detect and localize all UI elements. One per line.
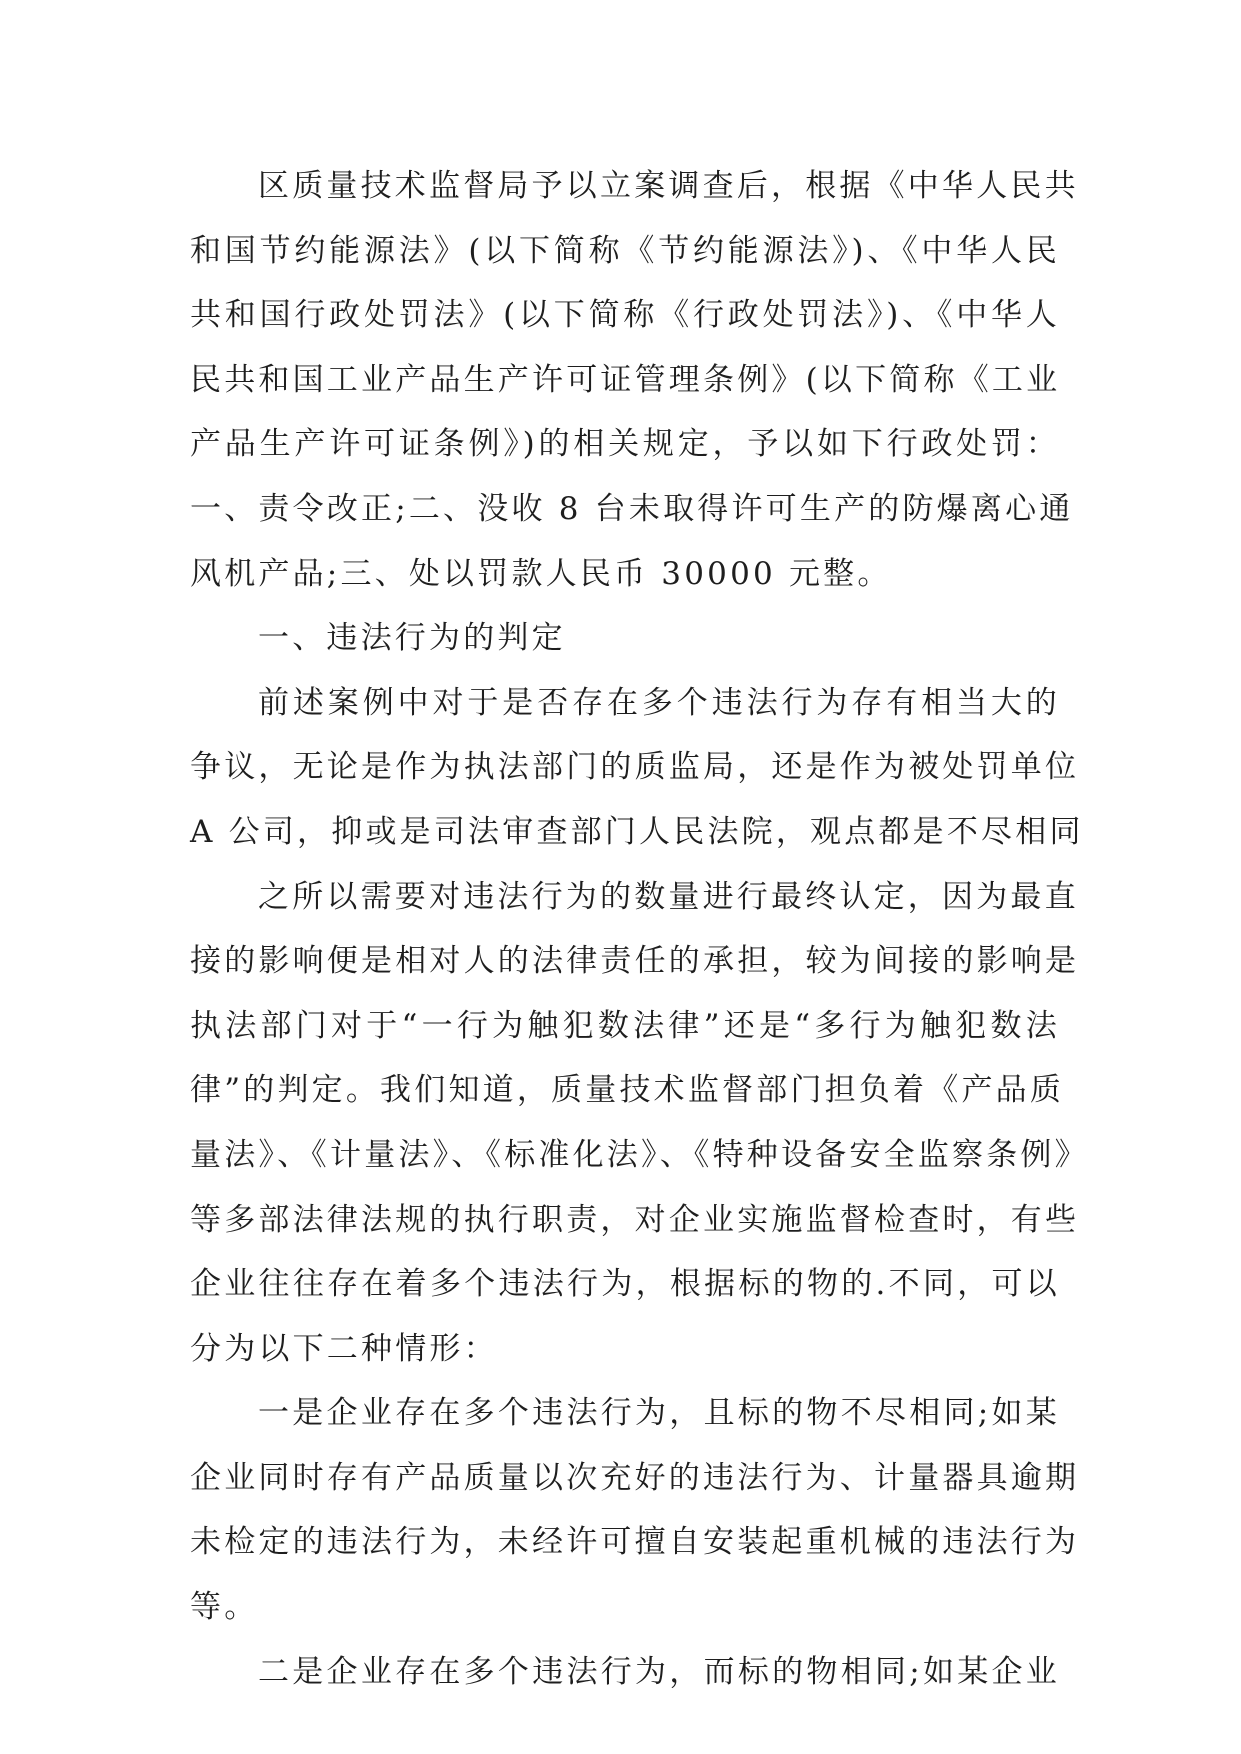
text-line: 争议，无论是作为执法部门的质监局，还是作为被处罚单位 — [190, 749, 1080, 786]
text-line: 前述案例中对于是否存在多个违法行为存有相当大的 — [258, 684, 1060, 721]
text-line: 二是企业存在多个违法行为，而标的物相同;如某企业 — [258, 1653, 1060, 1690]
text-line: A 公司，抑或是司法审查部门人民法院，观点都是不尽相同 — [190, 813, 1084, 850]
body-text — [190, 154, 1089, 1704]
text-line: 一、责令改正;二、没收 8 台未取得许可生产的防爆离心通 — [190, 490, 1074, 527]
text-line: 接的影响便是相对人的法律责任的承担，较为间接的影响是 — [190, 943, 1080, 980]
text-line: 产品生产许可证条例》)的相关规定，予以如下行政处罚： — [190, 426, 1060, 463]
text-line: 共和国行政处罚法》(以下简称《行政处罚法》)、《中华人 — [190, 297, 1060, 334]
text-line: 量法》、《计量法》、《标准化法》、《特种设备安全监察条例》 — [190, 1136, 1089, 1173]
text-line: 等多部法律法规的执行职责，对企业实施监督检查时，有些 — [190, 1201, 1080, 1238]
text-line: 区质量技术监督局予以立案调查后，根据《中华人民共 — [258, 168, 1079, 204]
text-line: 一是企业存在多个违法行为，且标的物不尽相同;如某 — [258, 1395, 1060, 1432]
text-line: 等。 — [190, 1589, 259, 1626]
text-line: 一、违法行为的判定 — [258, 620, 566, 657]
text-line: 分为以下二种情形： — [190, 1330, 498, 1367]
text-line: 和国节约能源法》(以下简称《节约能源法》)、《中华人民 — [190, 232, 1060, 269]
text-line: 企业往往存在着多个违法行为，根据标的物的.不同，可以 — [190, 1266, 1060, 1303]
text-line: 风机产品;三、处以罚款人民币 30000 元整。 — [190, 555, 892, 592]
text-line: 执法部门对于“一行为触犯数法律”还是“多行为触犯数法 — [190, 1007, 1060, 1044]
text-line: 律”的判定。我们知道，质量技术监督部门担负着《产品质 — [190, 1072, 1065, 1109]
text-line: 之所以需要对违法行为的数量进行最终认定，因为最直 — [258, 878, 1079, 915]
text-line: 民共和国工业产品生产许可证管理条例》(以下简称《工业 — [190, 361, 1061, 398]
text-line: 企业同时存有产品质量以次充好的违法行为、计量器具逾期 — [190, 1459, 1080, 1496]
text-line: 未检定的违法行为，未经许可擅自安装起重机械的违法行为 — [190, 1524, 1080, 1561]
